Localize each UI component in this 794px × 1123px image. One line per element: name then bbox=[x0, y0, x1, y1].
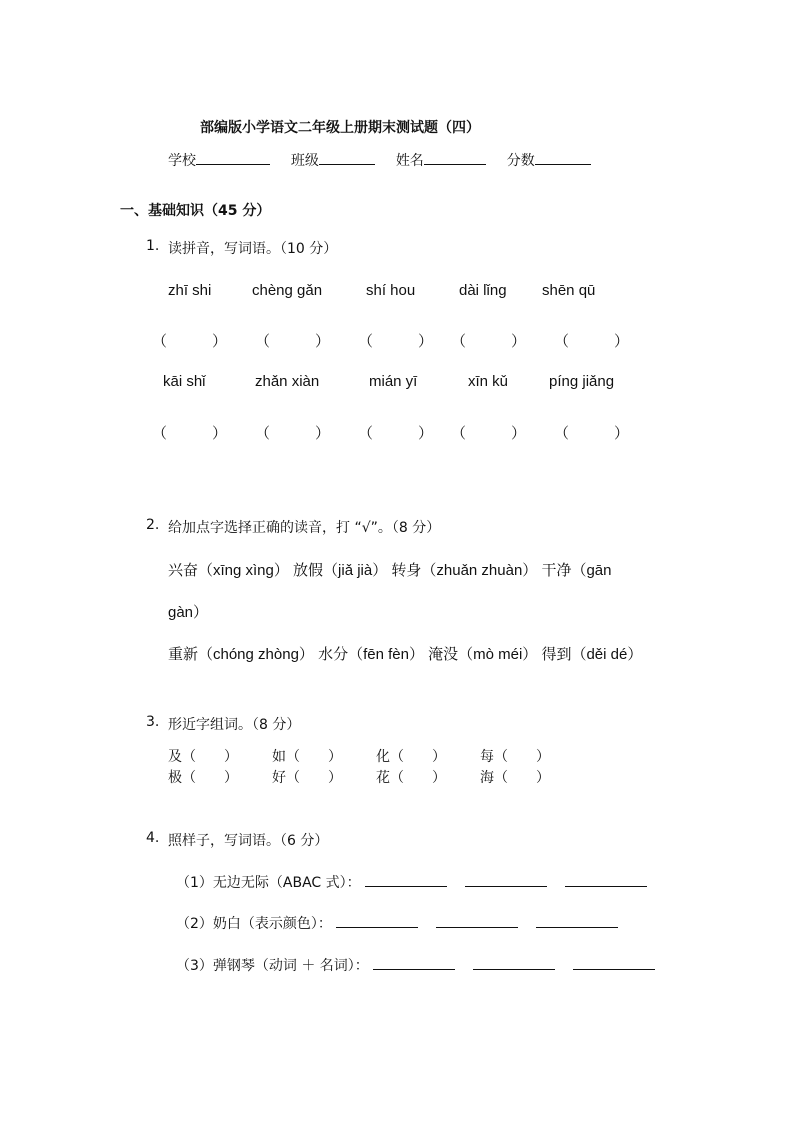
q2-line: 重新（chóng zhòng） 水分（fēn fèn） 淹没（mò méi） 得到（děi dé） bbox=[168, 646, 643, 663]
q3-item[interactable]: 如（ ） bbox=[272, 749, 342, 765]
answer-line[interactable] bbox=[436, 913, 518, 928]
class-field[interactable] bbox=[319, 150, 375, 165]
answer-blank[interactable]: （ ） bbox=[152, 332, 228, 350]
answer-blank[interactable]: （ ） bbox=[451, 332, 527, 350]
answer-line[interactable] bbox=[373, 955, 455, 970]
answer-blank[interactable]: （ ） bbox=[152, 424, 228, 442]
class-label: 班级 bbox=[290, 153, 319, 169]
answer-blank[interactable]: （ ） bbox=[451, 424, 527, 442]
q4-item-1 bbox=[176, 872, 647, 892]
q4-item-label: （2）奶白（表示颜色）： bbox=[176, 916, 332, 932]
q4-item-label: （3）弹钢琴（动词 ＋ 名词）： bbox=[176, 958, 369, 974]
answer-blank[interactable]: （ ） bbox=[255, 424, 331, 442]
pinyin-item: dài lǐng bbox=[459, 282, 507, 299]
answer-blank[interactable]: （ ） bbox=[358, 424, 434, 442]
q4-number: 4. bbox=[146, 830, 160, 846]
school-label: 学校 bbox=[168, 153, 196, 169]
pinyin-item: shēn qū bbox=[542, 282, 596, 299]
answer-line[interactable] bbox=[536, 913, 618, 928]
answer-line[interactable] bbox=[465, 872, 547, 887]
pinyin-item: xīn kǔ bbox=[468, 373, 509, 390]
pinyin-item: kāi shǐ bbox=[163, 373, 206, 390]
score-field[interactable] bbox=[535, 150, 591, 165]
q2-prompt: 给加点字选择正确的读音，打 “√”。（8 分） bbox=[168, 520, 441, 536]
q2-line: gàn） bbox=[168, 604, 209, 621]
answer-blank[interactable]: （ ） bbox=[358, 332, 434, 350]
q3-item[interactable]: 每（ ） bbox=[480, 749, 550, 765]
q2-line: 兴奋（xīng xìng） 放假（jiǎ jià） 转身（zhuǎn zhuàn） 干净（gān bbox=[168, 562, 612, 579]
pinyin-item: mián yī bbox=[369, 373, 418, 390]
name-label: 姓名 bbox=[395, 153, 424, 169]
pinyin-item: chèng gǎn bbox=[252, 282, 323, 299]
q4-item-3 bbox=[176, 955, 655, 975]
score-label: 分数 bbox=[506, 153, 535, 169]
q3-item[interactable]: 及（ ） bbox=[168, 749, 238, 765]
q3-number: 3. bbox=[146, 714, 160, 730]
q1-prompt: 读拼音，写词语。（10 分） bbox=[168, 241, 338, 257]
q2-number: 2. bbox=[146, 517, 160, 533]
answer-line[interactable] bbox=[365, 872, 447, 887]
q4-item-label: （1）无边无际（ABAC 式）： bbox=[176, 875, 361, 891]
section-heading: 一、基础知识（45 分） bbox=[120, 203, 271, 219]
q4-item-2 bbox=[176, 913, 618, 933]
q3-item[interactable]: 化（ ） bbox=[376, 749, 446, 765]
answer-blank[interactable]: （ ） bbox=[554, 424, 630, 442]
answer-line[interactable] bbox=[573, 955, 655, 970]
answer-blank[interactable]: （ ） bbox=[255, 332, 331, 350]
pinyin-item: zhǎn xiàn bbox=[255, 373, 320, 390]
answer-line[interactable] bbox=[565, 872, 647, 887]
info-row bbox=[168, 150, 591, 170]
pinyin-item: zhī shi bbox=[168, 282, 212, 299]
school-field[interactable] bbox=[196, 150, 270, 165]
q3-item[interactable]: 海（ ） bbox=[480, 770, 550, 786]
page-title: 部编版小学语文二年级上册期末测试题（四） bbox=[200, 120, 480, 136]
pinyin-item: shí hou bbox=[366, 282, 416, 299]
q3-item[interactable]: 好（ ） bbox=[272, 770, 342, 786]
pinyin-item: píng jiǎng bbox=[549, 373, 615, 390]
answer-line[interactable] bbox=[473, 955, 555, 970]
q1-number: 1. bbox=[146, 238, 160, 254]
answer-line[interactable] bbox=[336, 913, 418, 928]
answer-blank[interactable]: （ ） bbox=[554, 332, 630, 350]
q4-prompt: 照样子，写词语。（6 分） bbox=[168, 833, 329, 849]
q3-prompt: 形近字组词。（8 分） bbox=[168, 717, 301, 733]
name-field[interactable] bbox=[424, 150, 486, 165]
q3-item[interactable]: 花（ ） bbox=[376, 770, 446, 786]
q3-item[interactable]: 极（ ） bbox=[168, 770, 238, 786]
